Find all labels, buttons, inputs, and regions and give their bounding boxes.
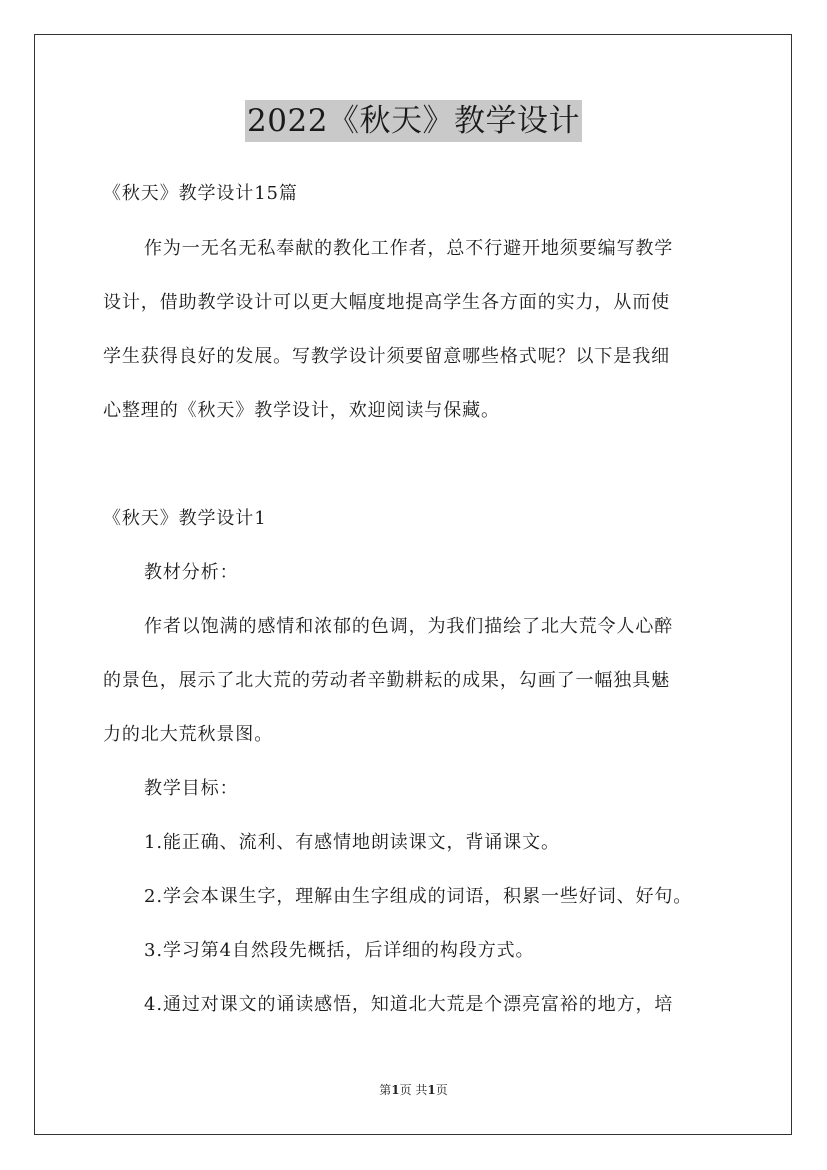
page-footer [0,1082,827,1098]
footer-prefix: 第 [379,1083,392,1097]
footer-suffix: 页 [435,1083,448,1097]
document-title-text: 2022《秋天》教学设计 [245,100,582,142]
material-line-2: 的景色，展示了北大荒的劳动者辛勤耕耘的成果，勾画了一幅独具魅 [103,670,670,691]
goal-item-3: 3.学习第4自然段先概括，后详细的构段方式。 [144,940,535,961]
document-subtitle: 《秋天》教学设计15篇 [103,183,298,204]
footer-page-total: 1 [427,1083,436,1097]
material-line-3: 力的北大荒秋景图。 [103,724,274,745]
intro-line-3: 学生获得良好的发展。写教学设计须要留意哪些格式呢？以下是我细 [103,346,670,367]
document-title [0,100,827,142]
goal-item-2: 2.学会本课生字，理解由生字组成的词语，积累一些好词、好句。 [144,886,693,907]
goals-heading: 教学目标： [144,778,239,799]
section-heading: 《秋天》教学设计1 [103,508,267,529]
intro-line-1: 作为一无名无私奉献的教化工作者，总不行避开地须要编写教学 [144,238,674,259]
material-heading: 教材分析： [144,562,239,583]
material-line-1: 作者以饱满的感情和浓郁的色调，为我们描绘了北大荒令人心醉 [144,616,674,637]
goal-item-4: 4.通过对课文的诵读感悟，知道北大荒是个漂亮富裕的地方，培 [144,994,674,1015]
footer-mid: 页 共 [399,1083,428,1097]
intro-line-4: 心整理的《秋天》教学设计，欢迎阅读与保藏。 [103,400,500,421]
footer-page-current: 1 [391,1083,400,1097]
intro-line-2: 设计，借助教学设计可以更大幅度地提高学生各方面的实力，从而使 [103,292,670,313]
goal-item-1: 1.能正确、流利、有感情地朗读课文，背诵课文。 [144,832,560,853]
